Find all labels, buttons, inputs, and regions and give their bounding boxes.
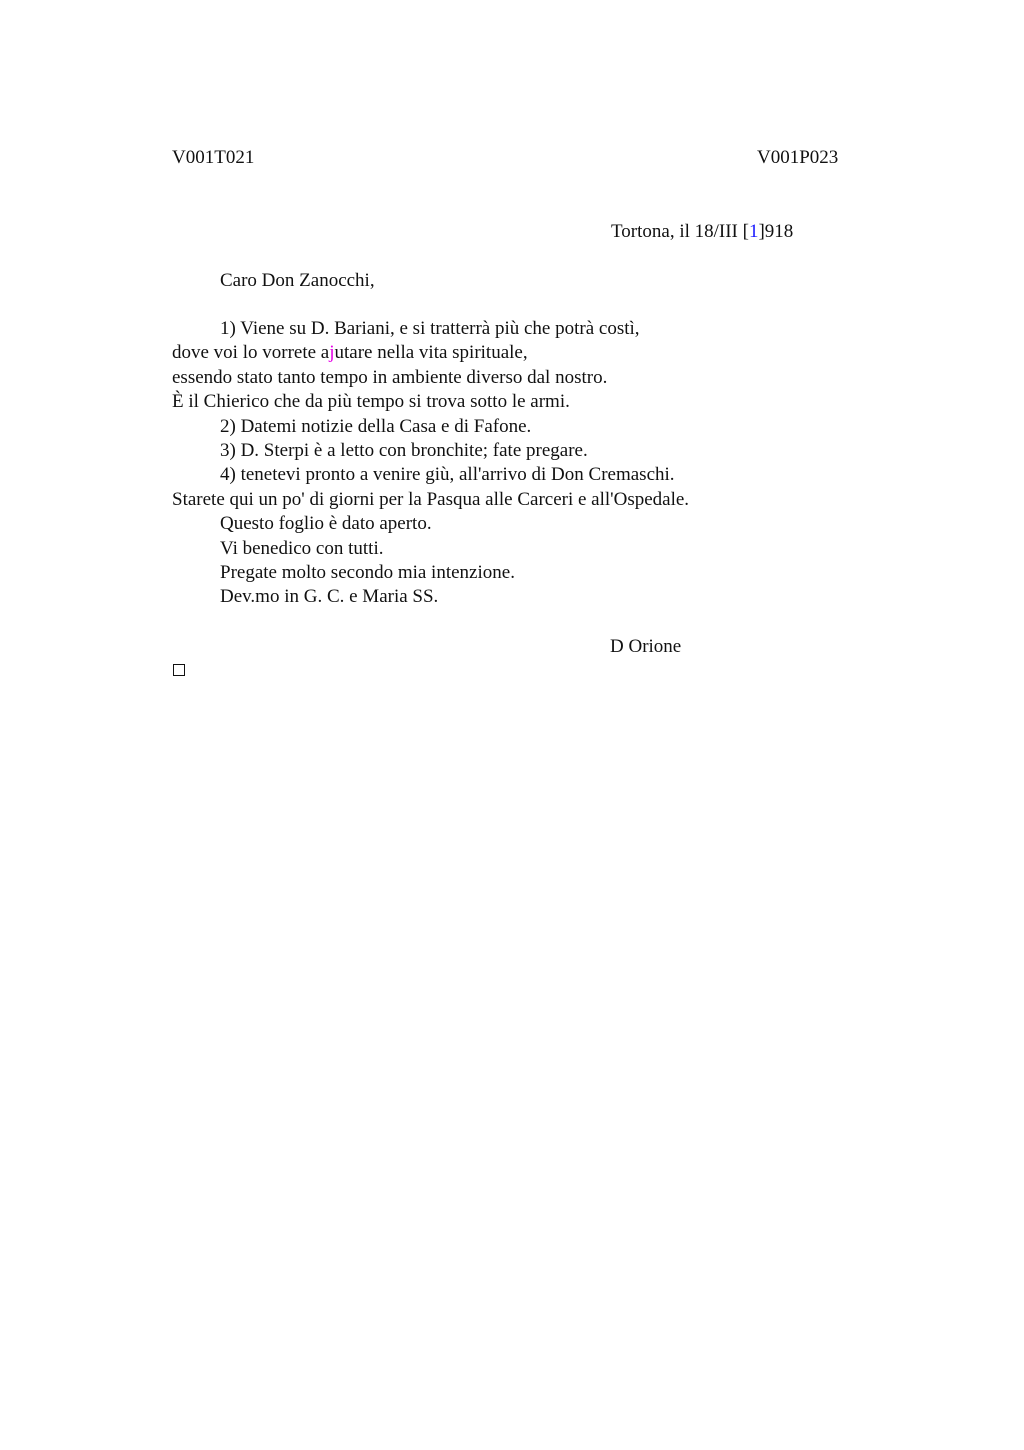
body-line: 3) D. Sterpi è a letto con bronchite; fate pregare. [220, 439, 588, 461]
body-line: Dev.mo in G. C. e Maria SS. [220, 586, 439, 608]
body-line-text: dove voi lo vorrete a [172, 342, 330, 364]
body-line: essendo stato tanto tempo in ambiente diverso dal nostro. [172, 366, 608, 388]
dateline-bracket-digit: 1 [748, 221, 759, 242]
body-line: 1) Viene su D. Bariani, e si tratterrà più che potrà costì, [220, 318, 640, 339]
body-line [172, 341, 872, 365]
body-line: È il Chierico che da più tempo si trova sotto le armi. [172, 391, 570, 413]
body-line: Pregate molto secondo mia intenzione. [220, 561, 515, 583]
document-code-right: V001P023 [757, 147, 839, 168]
letter-signature: D Orione [610, 636, 682, 657]
body-line: Vi benedico con tutti. [220, 537, 384, 559]
letter-salutation: Caro Don Zanocchi, [220, 270, 375, 291]
dateline-suffix: ]918 [758, 221, 794, 242]
empty-square-icon [173, 664, 185, 676]
document-code-left: V001T021 [172, 147, 255, 168]
body-line: 2) Datemi notizie della Casa e di Fafone. [220, 415, 532, 437]
letter-dateline [611, 220, 793, 244]
body-line: Starete qui un po' di giorni per la Pasqua alle Carceri e all'Ospedale. [172, 488, 690, 510]
body-line-text: utare nella vita spirituale, [334, 342, 528, 364]
highlighted-letter: j [329, 342, 335, 364]
dateline-prefix: Tortona, il 18/III [ [611, 221, 749, 242]
body-line: Questo foglio è dato aperto. [220, 513, 432, 535]
letter-body [172, 317, 872, 610]
body-line: 4) tenetevi pronto a venire giù, all'arrivo di Don Cremaschi. [220, 464, 675, 486]
